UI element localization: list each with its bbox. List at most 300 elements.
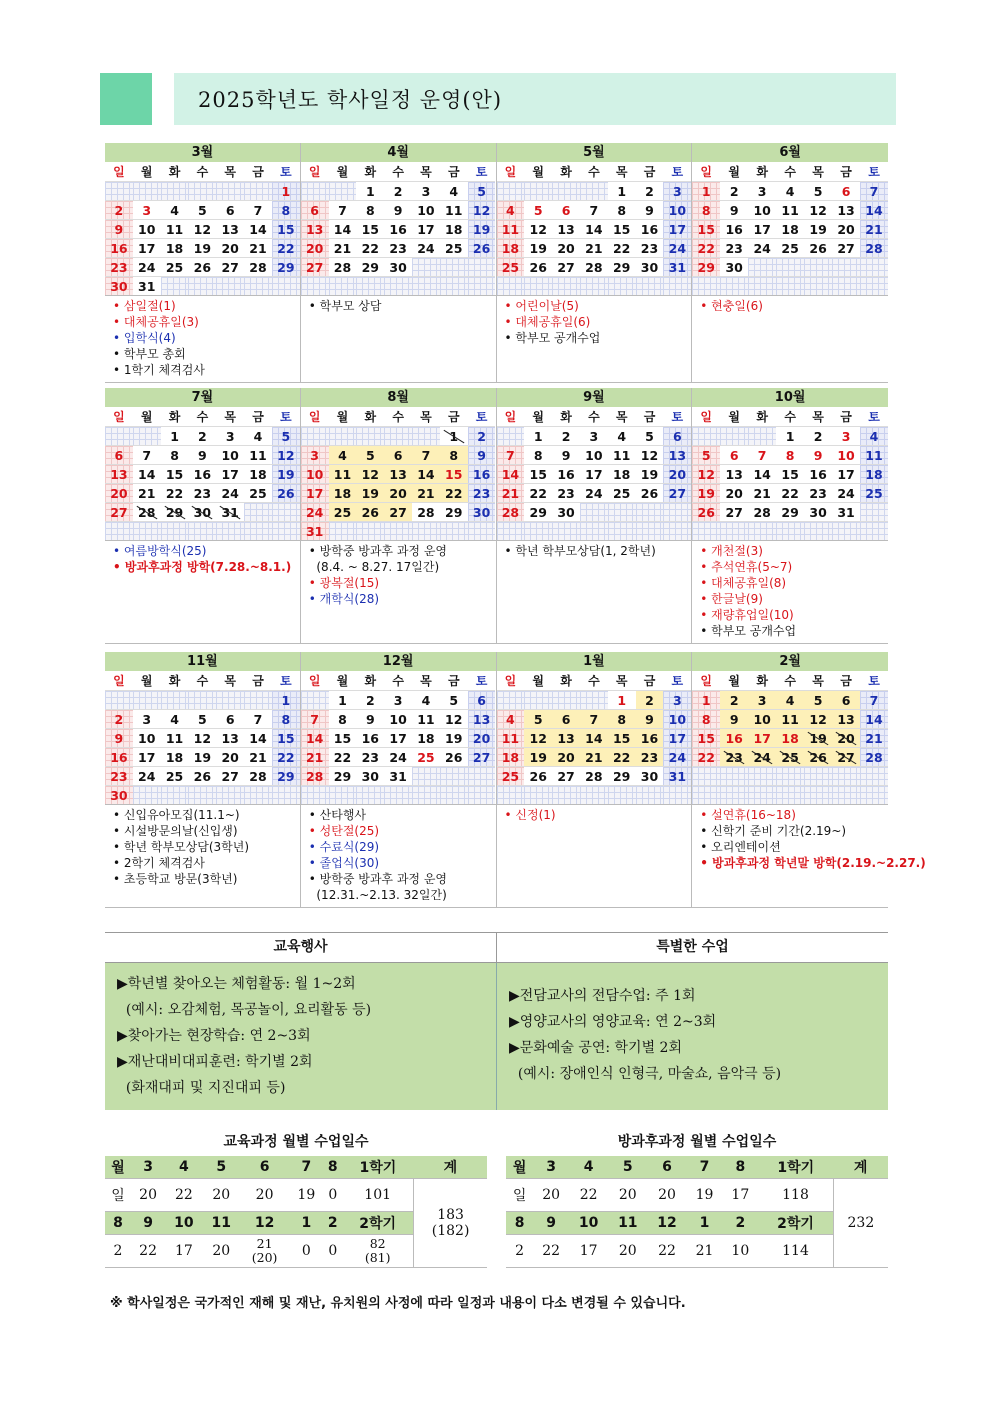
day-cell: 23 (636, 238, 664, 257)
empty-day (497, 426, 525, 445)
day-cell: 15 (161, 464, 189, 483)
note-item: • 대체공휴일(6) (504, 315, 591, 329)
weekday-label: 화 (161, 672, 189, 690)
note-item: • 개천절(3) (700, 544, 763, 558)
day-cell: 26 (188, 766, 216, 785)
day-cell: 27 (552, 766, 580, 785)
weekday-label: 수 (188, 163, 216, 181)
day-cell: 15 (356, 219, 384, 238)
day-cell: 12 (440, 709, 468, 728)
day-cell: 5 (272, 426, 300, 445)
empty-day (440, 785, 468, 804)
empty-day (356, 785, 384, 804)
note-item: • 오리엔테이션 (700, 840, 781, 854)
day-cell: 7 (580, 709, 608, 728)
empty-day (161, 690, 189, 709)
day-cell: 4 (860, 426, 888, 445)
day-cell: 23 (105, 257, 133, 276)
table-cell: 118 (758, 1179, 833, 1212)
weekday-label: 화 (552, 408, 580, 426)
day-cell: 5 (804, 690, 832, 709)
day-cell: 12 (272, 445, 300, 464)
day-cell: 24 (748, 238, 776, 257)
weekday-label: 금 (636, 408, 664, 426)
day-cell: 24 (748, 747, 776, 766)
weekday-label: 금 (440, 163, 468, 181)
empty-day (468, 276, 496, 295)
table-cell: 5 (608, 1156, 647, 1179)
day-cell: 25 (161, 257, 189, 276)
empty-day (692, 766, 720, 785)
day-cell: 14 (580, 219, 608, 238)
day-cell: 28 (580, 257, 608, 276)
day-cell: 28 (497, 502, 525, 521)
day-cell: 30 (636, 766, 664, 785)
empty-day (329, 426, 357, 445)
table-cell: 10 (722, 1235, 758, 1268)
empty-day (384, 276, 412, 295)
empty-day (105, 181, 133, 200)
empty-day (608, 785, 636, 804)
months-row (105, 388, 888, 540)
weekday-label: 일 (105, 408, 133, 426)
day-cell: 9 (720, 709, 748, 728)
empty-day (804, 766, 832, 785)
day-cell: 11 (776, 709, 804, 728)
table-cell: 8 (323, 1156, 342, 1179)
table-cell: 1 (289, 1212, 323, 1235)
empty-day (440, 276, 468, 295)
month-notes (105, 296, 301, 382)
day-cell: 7 (580, 200, 608, 219)
info-line: (예시: 오감체험, 목공놀이, 요리활동 등) (117, 1002, 372, 1018)
day-cell: 17 (301, 483, 329, 502)
weekday-label: 월 (720, 163, 748, 181)
weekday-label: 수 (384, 408, 412, 426)
day-cell: 7 (244, 709, 272, 728)
weekday-label: 금 (636, 672, 664, 690)
empty-day (524, 690, 552, 709)
table-header-row (506, 1212, 888, 1235)
table-cell: 12 (240, 1212, 289, 1235)
day-cell: 26 (804, 747, 832, 766)
empty-day (133, 690, 161, 709)
note-item: • 광복절(15) (308, 576, 380, 590)
day-cell: 1 (692, 690, 720, 709)
day-cell: 6 (384, 445, 412, 464)
day-cell: 21 (301, 747, 329, 766)
day-cell: 6 (301, 200, 329, 219)
table-cell: 22 (165, 1179, 202, 1212)
day-cell: 14 (133, 464, 161, 483)
weekday-label: 수 (384, 163, 412, 181)
weekday-label: 금 (832, 163, 860, 181)
table-cell: 7 (289, 1156, 323, 1179)
empty-day (133, 785, 161, 804)
day-cell: 6 (663, 426, 691, 445)
weekday-label: 월 (720, 672, 748, 690)
day-cell: 28 (244, 766, 272, 785)
day-cell: 29 (329, 766, 357, 785)
day-cell: 13 (384, 464, 412, 483)
day-cell: 7 (412, 445, 440, 464)
day-cell: 27 (720, 502, 748, 521)
day-cell: 21 (497, 483, 525, 502)
day-cell: 3 (663, 690, 691, 709)
weekday-label: 목 (608, 408, 636, 426)
day-cell: 29 (161, 502, 189, 521)
month-notes (692, 805, 926, 907)
day-cell: 18 (440, 219, 468, 238)
weekday-label: 일 (301, 672, 329, 690)
empty-day (608, 502, 636, 521)
day-cell: 21 (412, 483, 440, 502)
empty-day (776, 785, 804, 804)
day-cell: 22 (161, 483, 189, 502)
empty-day (636, 521, 664, 540)
weekday-label: 토 (468, 408, 496, 426)
empty-day (524, 181, 552, 200)
special-classes-title: 특별한 수업 (656, 939, 729, 955)
day-cell: 21 (133, 483, 161, 502)
table-cell: 114 (758, 1235, 833, 1268)
table-header-row (105, 1156, 487, 1179)
notes-row (105, 540, 888, 644)
day-cell: 11 (776, 200, 804, 219)
empty-day (272, 502, 300, 521)
empty-day (832, 257, 860, 276)
empty-day (720, 276, 748, 295)
day-cell: 31 (301, 521, 329, 540)
day-cell: 19 (636, 464, 664, 483)
month-label: 5월 (497, 143, 692, 163)
day-cell: 2 (636, 690, 664, 709)
day-cell: 10 (663, 709, 691, 728)
day-cell: 10 (663, 200, 691, 219)
day-cell: 9 (636, 709, 664, 728)
day-cell: 6 (105, 445, 133, 464)
empty-day (356, 521, 384, 540)
empty-day (188, 521, 216, 540)
month-notes (301, 541, 497, 643)
empty-day (497, 276, 525, 295)
day-cell: 24 (412, 238, 440, 257)
day-cell: 8 (272, 709, 300, 728)
day-cell: 3 (748, 181, 776, 200)
day-cell: 23 (720, 238, 748, 257)
day-cell: 25 (497, 257, 525, 276)
empty-day (497, 785, 525, 804)
empty-day (440, 766, 468, 785)
month-calendar (301, 652, 497, 804)
day-cell: 6 (832, 181, 860, 200)
empty-day (748, 521, 776, 540)
empty-day (105, 690, 133, 709)
empty-day (244, 276, 272, 295)
note-item: • 현충일(6) (700, 299, 763, 313)
day-cell: 4 (440, 181, 468, 200)
day-cell: 15 (776, 464, 804, 483)
empty-day (524, 521, 552, 540)
note-item: • 여름방학식(25) (113, 544, 207, 558)
day-cell: 18 (497, 238, 525, 257)
day-grid (692, 672, 888, 804)
empty-day (188, 276, 216, 295)
note-item: • 추석연휴(5~7) (700, 560, 793, 574)
day-cell: 9 (356, 709, 384, 728)
day-cell: 2 (356, 690, 384, 709)
day-cell: 4 (497, 200, 525, 219)
day-cell: 29 (272, 766, 300, 785)
day-cell: 1 (692, 181, 720, 200)
note-item: • 삼일절(1) (113, 299, 176, 313)
day-cell: 15 (608, 728, 636, 747)
day-cell: 5 (804, 181, 832, 200)
day-cell: 20 (105, 483, 133, 502)
day-cell: 21 (580, 747, 608, 766)
day-cell: 17 (216, 464, 244, 483)
weekday-label: 화 (161, 408, 189, 426)
empty-day (497, 690, 525, 709)
info-line: ▶학년별 찾아오는 체험활동: 월 1~2회 (117, 976, 356, 992)
table-cell: 6 (240, 1156, 289, 1179)
empty-day (412, 785, 440, 804)
empty-day (776, 766, 804, 785)
day-cell: 23 (552, 483, 580, 502)
empty-day (804, 257, 832, 276)
empty-day (161, 181, 189, 200)
weekday-label: 일 (105, 672, 133, 690)
day-cell: 10 (580, 445, 608, 464)
month-calendar (301, 143, 497, 295)
empty-day (468, 766, 496, 785)
table-cell: 22 (533, 1235, 569, 1268)
day-cell: 27 (832, 747, 860, 766)
day-cell: 30 (720, 257, 748, 276)
note-item: • 산타행사 (308, 808, 367, 822)
day-grid (692, 163, 888, 295)
day-cell: 12 (188, 728, 216, 747)
day-cell: 24 (133, 257, 161, 276)
day-cell: 14 (748, 464, 776, 483)
day-cell: 22 (776, 483, 804, 502)
weekday-label: 금 (832, 408, 860, 426)
empty-day (188, 690, 216, 709)
empty-day (188, 181, 216, 200)
day-cell: 19 (440, 728, 468, 747)
empty-day (720, 766, 748, 785)
note-item: • 방과후과정 방학(7.28.~8.1.) (113, 560, 292, 574)
empty-day (748, 426, 776, 445)
day-cell: 26 (468, 238, 496, 257)
day-cell: 26 (636, 483, 664, 502)
day-cell: 8 (608, 200, 636, 219)
note-item: • 초등학교 방문(3학년) (113, 872, 238, 886)
table-cell: 12 (647, 1212, 686, 1235)
day-cell: 3 (663, 181, 691, 200)
table-cell: 10 (165, 1212, 202, 1235)
table-cell: 11 (203, 1212, 240, 1235)
weekday-label: 금 (244, 672, 272, 690)
day-cell: 20 (216, 238, 244, 257)
day-cell: 24 (216, 483, 244, 502)
empty-day (105, 426, 133, 445)
table-cell: 6 (647, 1156, 686, 1179)
day-cell: 25 (497, 766, 525, 785)
empty-day (329, 276, 357, 295)
empty-day (776, 521, 804, 540)
day-cell: 13 (832, 709, 860, 728)
month-label: 4월 (301, 143, 496, 163)
day-cell: 19 (272, 464, 300, 483)
day-cell: 10 (133, 219, 161, 238)
day-cell: 23 (804, 483, 832, 502)
day-cell: 6 (468, 690, 496, 709)
day-cell: 12 (804, 200, 832, 219)
day-cell: 20 (663, 464, 691, 483)
day-cell: 20 (832, 728, 860, 747)
empty-day (412, 426, 440, 445)
day-cell: 27 (384, 502, 412, 521)
empty-day (272, 276, 300, 295)
day-cell: 2 (468, 426, 496, 445)
empty-day (860, 785, 888, 804)
month-notes (497, 296, 693, 382)
empty-day (497, 181, 525, 200)
note-item: • 입학식(4) (113, 331, 176, 345)
weekday-label: 월 (133, 672, 161, 690)
empty-day (524, 276, 552, 295)
empty-day (663, 785, 691, 804)
months-row (105, 652, 888, 804)
weekday-label: 월 (329, 408, 357, 426)
day-cell: 10 (412, 200, 440, 219)
day-cell: 9 (384, 200, 412, 219)
after-school-days-title: 방과후과정 월별 수업일수 (617, 1134, 777, 1150)
day-cell: 14 (244, 728, 272, 747)
table-cell: 3 (533, 1156, 569, 1179)
info-section (105, 932, 888, 1110)
month-notes (692, 541, 888, 643)
day-cell: 15 (692, 728, 720, 747)
day-cell: 13 (552, 728, 580, 747)
empty-day (608, 276, 636, 295)
weekday-label: 일 (692, 163, 720, 181)
day-cell: 9 (636, 200, 664, 219)
weekday-label: 금 (832, 672, 860, 690)
weekday-label: 수 (580, 408, 608, 426)
day-cell: 17 (663, 219, 691, 238)
weekday-label: 화 (356, 163, 384, 181)
day-cell: 17 (663, 728, 691, 747)
day-cell: 27 (216, 257, 244, 276)
month-label: 10월 (692, 388, 888, 408)
table-total-cell: 계 (414, 1156, 487, 1179)
day-cell: 19 (188, 747, 216, 766)
day-cell: 20 (832, 219, 860, 238)
day-cell: 6 (832, 690, 860, 709)
weekday-label: 토 (860, 163, 888, 181)
day-cell: 16 (552, 464, 580, 483)
day-cell: 22 (692, 747, 720, 766)
day-cell: 12 (188, 219, 216, 238)
empty-day (580, 502, 608, 521)
weekday-label: 화 (356, 408, 384, 426)
table-cell: 8 (105, 1212, 131, 1235)
day-cell: 7 (244, 200, 272, 219)
weekday-label: 목 (216, 163, 244, 181)
weekday-label: 화 (552, 672, 580, 690)
day-cell: 12 (524, 219, 552, 238)
day-cell: 5 (356, 445, 384, 464)
day-cell: 29 (776, 502, 804, 521)
weekday-label: 토 (860, 408, 888, 426)
table-cell: 1학기 (342, 1156, 414, 1179)
table-cell: 17 (569, 1235, 608, 1268)
table-cell: 101 (342, 1179, 414, 1212)
special-classes-list (497, 963, 888, 1110)
day-cell: 16 (188, 464, 216, 483)
day-cell: 7 (748, 445, 776, 464)
day-cell: 11 (440, 200, 468, 219)
note-item: • 대체공휴일(8) (700, 576, 787, 590)
table-value-row (506, 1235, 888, 1268)
day-cell: 3 (580, 426, 608, 445)
day-cell: 21 (329, 238, 357, 257)
month-calendar (692, 143, 888, 295)
day-cell: 22 (356, 238, 384, 257)
empty-day (133, 521, 161, 540)
empty-day (860, 257, 888, 276)
day-cell: 18 (776, 728, 804, 747)
day-cell: 9 (105, 219, 133, 238)
day-grid (301, 408, 496, 540)
weekday-label: 금 (244, 163, 272, 181)
day-cell: 3 (301, 445, 329, 464)
weekday-label: 토 (663, 408, 691, 426)
empty-day (860, 502, 888, 521)
table-cell: 20 (647, 1179, 686, 1212)
footnote: ※ 학사일정은 국가적인 재해 및 재난, 유치원의 사정에 따라 일정과 내용이 다소 변경될 수 있습니다. (110, 1296, 686, 1311)
empty-day (216, 181, 244, 200)
table-cell: 20 (240, 1179, 289, 1212)
day-cell: 16 (384, 219, 412, 238)
day-cell: 5 (440, 690, 468, 709)
day-cell: 8 (692, 709, 720, 728)
empty-day (412, 766, 440, 785)
day-cell: 28 (329, 257, 357, 276)
day-cell: 16 (468, 464, 496, 483)
day-cell: 7 (301, 709, 329, 728)
day-cell: 17 (748, 219, 776, 238)
empty-day (608, 521, 636, 540)
day-cell: 4 (412, 690, 440, 709)
day-cell: 18 (608, 464, 636, 483)
day-cell: 21 (860, 728, 888, 747)
table-cell: 7 (687, 1156, 723, 1179)
day-cell: 1 (161, 426, 189, 445)
month-calendar (692, 652, 888, 804)
day-cell: 29 (524, 502, 552, 521)
day-cell: 2 (720, 181, 748, 200)
month-label: 7월 (105, 388, 300, 408)
day-cell: 17 (832, 464, 860, 483)
day-cell: 11 (244, 445, 272, 464)
note-item: • 수료식(29) (308, 840, 380, 854)
day-cell: 30 (356, 766, 384, 785)
month-calendar (105, 143, 301, 295)
table-cell: 일 (105, 1179, 131, 1212)
